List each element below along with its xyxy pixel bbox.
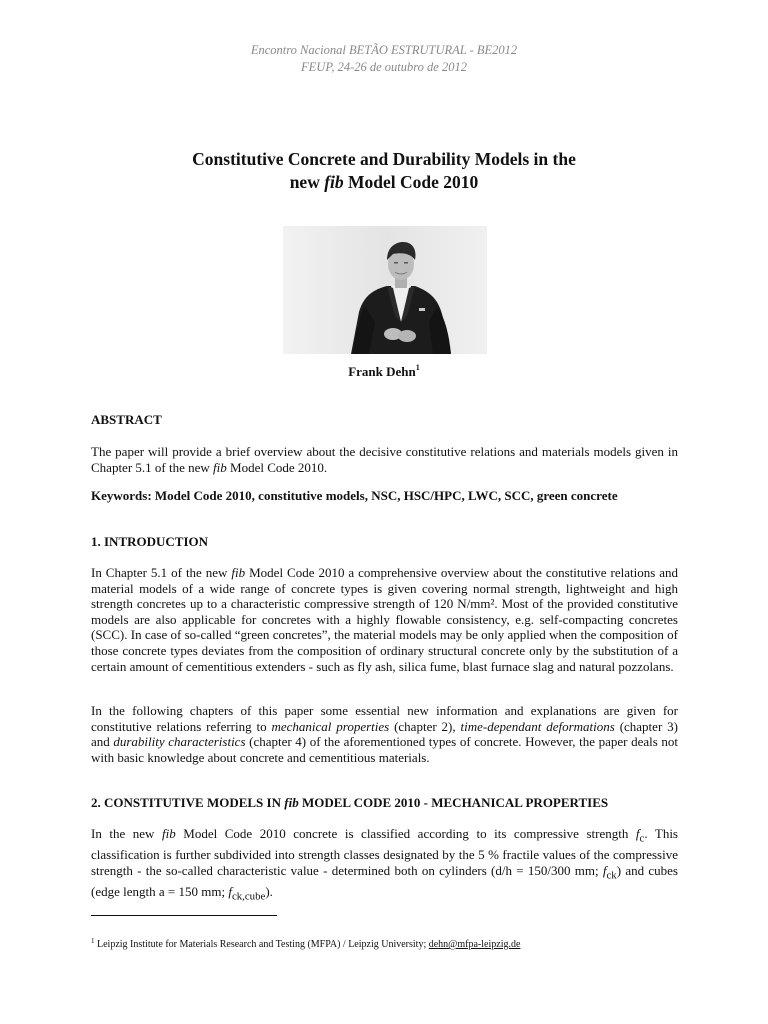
paper-title xyxy=(0,148,768,194)
paragraph-emphasis: time-dependant deformations xyxy=(460,718,615,734)
paragraph-text: ). xyxy=(265,883,273,899)
title-line-2 xyxy=(0,171,768,194)
abstract-text-part: The paper will provide a brief overview about the decisive constitutive relations and materials models given in Chapter 5.1 of the new xyxy=(91,444,678,475)
abstract-heading: ABSTRACT xyxy=(91,412,162,427)
section-2-heading xyxy=(91,795,608,811)
paragraph-text: In the new xyxy=(91,826,162,841)
footnote-divider xyxy=(91,915,277,916)
symbol-fckcube: f xyxy=(228,883,232,899)
symbol-fc: f xyxy=(635,826,640,841)
footnote-mark: 1 xyxy=(91,937,95,945)
section-2-paragraph-1 xyxy=(91,826,678,905)
author-photo xyxy=(283,226,487,354)
paragraph-fib: fib xyxy=(231,565,246,580)
footnote-email-link[interactable]: dehn@mfpa-leipzig.de xyxy=(428,939,521,950)
title-fib: fib xyxy=(324,172,344,192)
abstract-fib: fib xyxy=(213,459,227,475)
section-2-heading-part: MODEL CODE 2010 - MECHANICAL PROPERTIES xyxy=(298,795,609,810)
title-prefix: new xyxy=(289,172,325,192)
paragraph-text: In the following chapters of this paper some essential new information and explanations are given for constitutive relations referring to xyxy=(91,703,678,734)
abstract-text-part: Model Code 2010. xyxy=(226,459,328,475)
section-2-heading-fib: fib xyxy=(284,795,299,810)
conference-header xyxy=(0,42,768,76)
paragraph-text: (chapter 4) of the aforementioned types of concrete. However, the paper deals not with basic knowledge about concrete and cementitious materials. xyxy=(91,734,678,765)
paragraph-text: (chapter 3) and xyxy=(91,718,678,750)
paragraph-fib: fib xyxy=(162,826,176,841)
title-line-1: Constitutive Concrete and Durability Models in the xyxy=(192,149,576,169)
symbol-fckcube-sub: ck,cube xyxy=(231,890,266,903)
symbol-fc-sub: c xyxy=(639,832,645,845)
paragraph-text: Model Code 2010 a comprehensive overview about the constitutive relations and material models of a wide range of concrete types is given covering normal strength, lightweight and high strength concretes up to a characteristic compressive strength of 120 N/mm². Most of the provided constitutive models are also applicable for concretes with a highly flowable consistency, e.g. self-compacting concretes (SCC). In case of so-called “green concretes”, the material models may be only applied when the composition of those concrete types deviates from the composition of ordinary structural concrete only by the substitution of a certain amount of cementitious extenders - such as fly ash, silica fume, blast furnace slag and natural pozzolans. xyxy=(91,565,678,674)
paragraph-text: Model Code 2010 concrete is classified according to its compressive strength xyxy=(175,826,636,841)
keywords: Keywords: Model Code 2010, constitutive models, NSC, HSC/HPC, LWC, SCC, green concrete xyxy=(91,488,618,503)
paragraph-text: (chapter 2), xyxy=(389,718,461,734)
abstract-text xyxy=(91,444,678,475)
paragraph-emphasis: mechanical properties xyxy=(271,718,390,734)
symbol-fck-sub: ck xyxy=(606,869,617,882)
author-name xyxy=(0,364,768,380)
section-1-heading: 1. INTRODUCTION xyxy=(91,534,209,549)
paragraph-text: . This classification is further subdivided into strength classes designated by the 5 % fractile values of the compressive strength - the so-called characteristic value - determined both on cylinders (d/h = 150/300 mm; xyxy=(91,826,678,878)
paragraph-emphasis: durability characteristics xyxy=(113,734,246,750)
paragraph-text: ) and cubes (edge length a = 150 mm; xyxy=(91,862,678,899)
paragraph-text: In Chapter 5.1 of the new xyxy=(91,565,232,580)
section-2-heading-part: 2. CONSTITUTIVE MODELS IN xyxy=(91,795,285,810)
author-name-text: Frank Dehn xyxy=(348,364,416,379)
conference-place-date: FEUP, 24-26 de outubro de 2012 xyxy=(301,60,467,74)
conference-name: Encontro Nacional BETÃO ESTRUTURAL - BE2012 xyxy=(250,43,518,57)
footnote-text: Leipzig Institute for Materials Research and Testing (MFPA) / Leipzig University; xyxy=(94,939,429,950)
section-1-paragraph-1 xyxy=(91,565,678,674)
footnote xyxy=(91,938,691,951)
title-suffix: Model Code 2010 xyxy=(343,172,479,192)
section-1-paragraph-2 xyxy=(91,703,678,765)
symbol-fck: f xyxy=(602,862,607,878)
author-footnote-mark: 1 xyxy=(415,363,420,372)
